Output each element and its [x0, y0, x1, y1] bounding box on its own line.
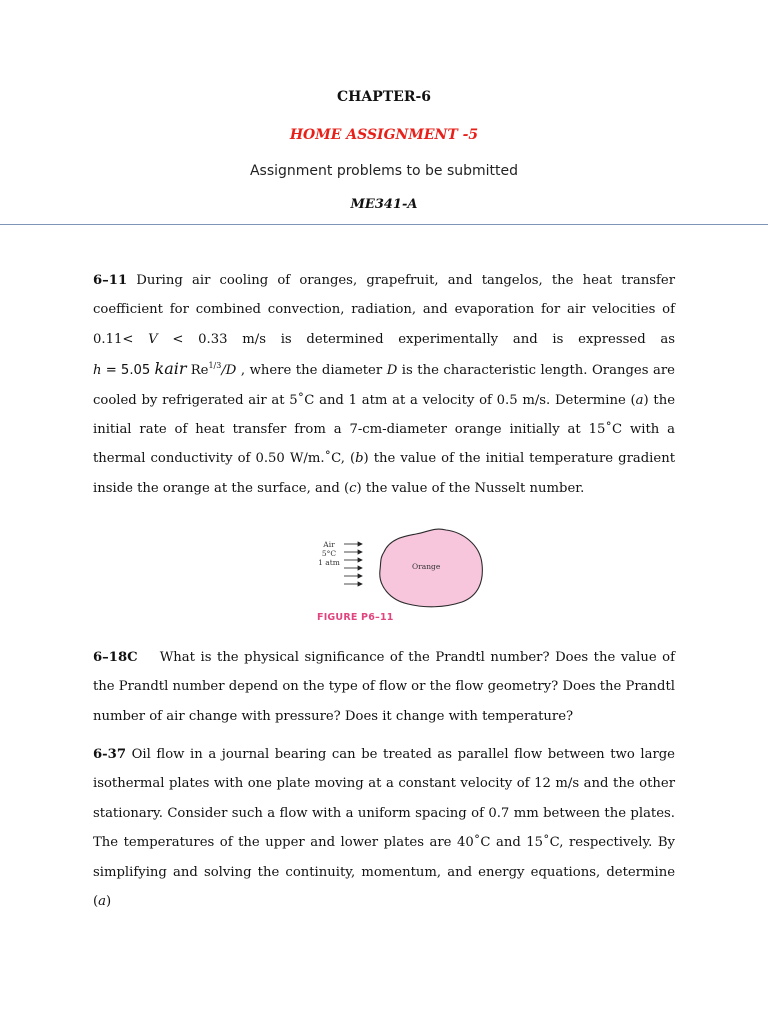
figure-caption: FIGURE P6–11 [317, 612, 394, 623]
variable-v: V [148, 331, 158, 347]
air-label: Air [323, 540, 335, 549]
eq-re: Re [186, 363, 209, 379]
assignment-subtitle: Assignment problems to be submitted [249, 163, 519, 179]
heat-transfer-equation [93, 354, 236, 385]
course-code: ME341-A [350, 197, 418, 212]
orange-diagram [310, 522, 490, 626]
part-b: b [355, 451, 364, 467]
variable-d: D [386, 363, 398, 379]
eq-d: /D [221, 363, 237, 379]
figure-p6-11 [310, 522, 490, 626]
problem-text: ) the value of the initial temperature gradient inside the orange at the surface, and ( [93, 451, 675, 496]
assignment-title: HOME ASSIGNMENT -5 [289, 127, 479, 143]
problem-6-18c [93, 643, 680, 731]
part-a: a [635, 392, 644, 408]
chapter-heading: CHAPTER-6 [336, 89, 432, 105]
airflow-arrows-icon [344, 542, 362, 586]
part-a: a [98, 894, 107, 910]
problem-text: is the characteristic length. Oranges are cooled by refrigerated air at 5˚C and 1 atm at a velocity of 0.5 m/s. Determine ( [93, 363, 675, 408]
air-conditions-label [314, 540, 344, 567]
air-pressure-label: 1 atm [318, 558, 340, 567]
problem-text: What is the physical significance of the Prandtl number? Does the value of the Prandtl number depend on the type of flow or the flow geometry? Does the Prandtl number of air change with pressure? Does it change with temperature? [93, 650, 680, 724]
part-c: c [349, 480, 357, 496]
problem-6-37 [93, 740, 675, 916]
problem-text: ) the initial rate of heat transfer from a 7-cm-diameter orange initially at 15˚C with a thermal conductivity of 0.50 W/m.˚C, ( [93, 392, 676, 467]
problem-number: 6-37 [93, 747, 127, 762]
problem-text: < 0.33 m/s is determined experimentally and is expressed as [157, 331, 675, 347]
header-divider [0, 224, 768, 225]
problem-text: ) the value of the Nusselt number. [356, 480, 585, 496]
problem-number: 6–11 [93, 273, 128, 288]
eq-h: h [93, 363, 102, 379]
problem-text: , where the diameter [236, 363, 387, 379]
orange-label: Orange [412, 562, 441, 571]
eq-exponent: 1/3 [208, 361, 222, 371]
air-temperature-label: 5°C [321, 549, 337, 558]
problem-text: Oil flow in a journal bearing can be treated as parallel flow between two large isothermal plates with one plate moving at a constant velocity of 12 m/s and the other stationary. Consider such a flow with a uniform spacing of 0.7 mm between the plates. The temperatures of the upper and lower plates are 40˚C and 15˚C, respectively. By simplifying and solving the continuity, momentum, and energy equations, determine ( [93, 747, 675, 910]
problem-number: 6–18C [93, 650, 138, 665]
problem-6-11 [93, 266, 675, 503]
eq-k-air: kair [154, 359, 187, 379]
problem-text: During air cooling of oranges, grapefruit, and tangelos, the heat transfer coefficient for combined convection, radiation, and evaporation for air velocities of 0.11< [93, 273, 675, 347]
eq-coefficient: = 5.05 [101, 363, 155, 379]
problem-text: ) [106, 894, 112, 910]
